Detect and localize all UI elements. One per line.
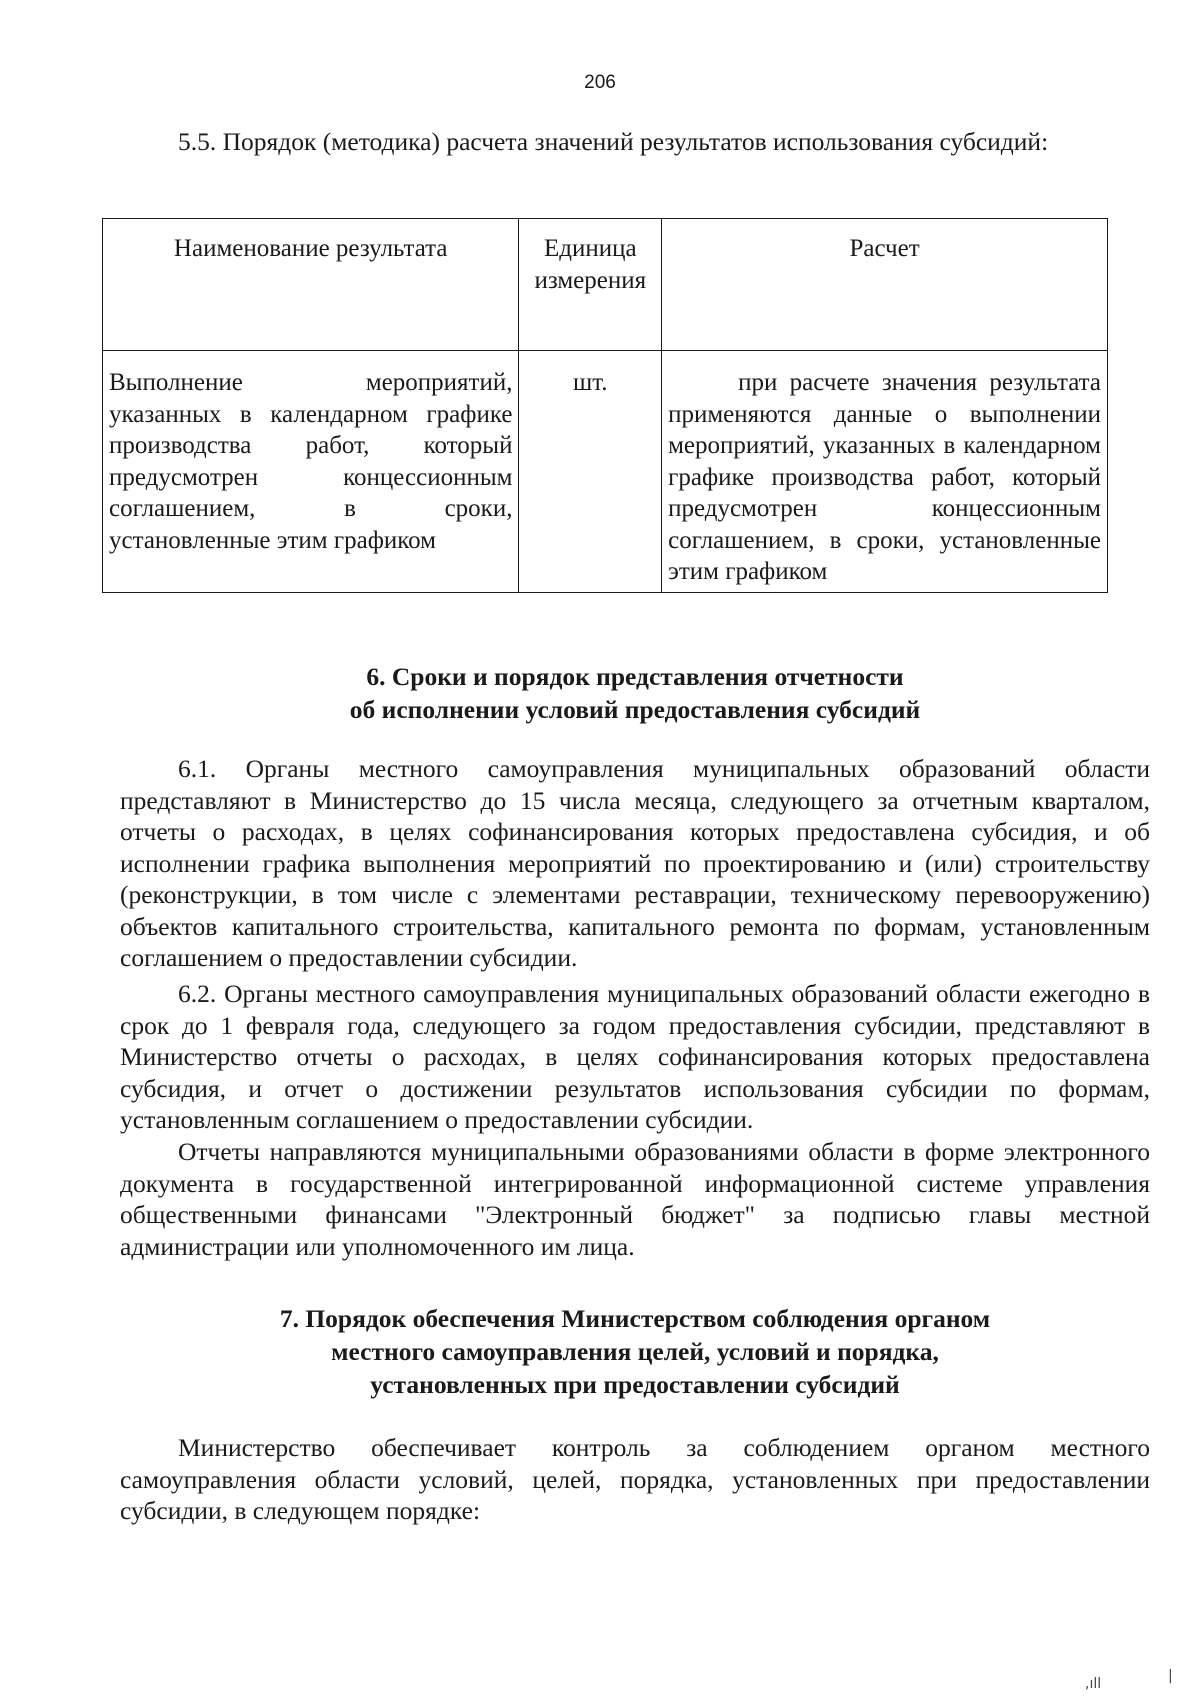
paragraph-6-2: 6.2. Органы местного самоуправления муниципальных образований области ежегодно в срок до 1 февраля года, следующего за годом предоставления субсидии, представляют в Министерство отчеты о расходах, в целях софинансирования которых предоставлена субсидия, и отчет о достижении результатов использования субсидии по формам, установленным соглашением о предоставлении субсидии. [120, 979, 1150, 1134]
row-calculation: при расчете значения результата применяются данные о выполнении мероприятий, указанных в календарном графике производства работ, который предусмотрен концессионным соглашением, в сроки, установленные этим графиком [662, 351, 1108, 593]
scan-edge-mark: ,ıll [1085, 1676, 1102, 1692]
header-calculation: Расчет [662, 219, 1108, 351]
scan-edge-tick: | [1168, 1668, 1173, 1684]
paragraph-7-1: Министерство обеспечивает контроль за соблюдением органом местного самоуправления области условий, целей, порядка, установленных при предоставлении субсидии, в следующем порядке: [120, 1433, 1150, 1525]
table-header-row [103, 219, 1108, 351]
header-result-name: Наименование результата [103, 219, 519, 351]
header-unit: Единица измерения [519, 219, 662, 351]
row-result-name: Выполнение мероприятий, указанных в календарном графике производства работ, который предусмотрен концессионным соглашением, в сроки, установленные этим графиком [103, 351, 519, 593]
results-table [102, 218, 1108, 593]
paragraph-6-1: 6.1. Органы местного самоуправления муниципальных образований области представляют в Министерство до 15 числа месяца, следующего за отчетным кварталом, отчеты о расходах, в целях софинансирования которых предоставлена субсидия, и об исполнении графика выполнения мероприятий по проектированию и (или) строительству (реконструкции, в том числе с элементами реставрации, техническому перевооружению) объектов капитального строительства, капитального ремонта по формам, установленным соглашением о предоставлении субсидии. [120, 754, 1150, 972]
intro-paragraph: 5.5. Порядок (методика) расчета значений результатов использования субсидий: [178, 127, 1049, 156]
section-7-heading [120, 1302, 1150, 1401]
page-number: 206 [584, 72, 616, 93]
section-7-heading-line1: 7. Порядок обеспечения Министерством соблюдения органом [279, 1304, 991, 1333]
section-6-heading-line2: об исполнении условий предоставления субсидий [349, 695, 921, 724]
paragraph-6-3: Отчеты направляются муниципальными образованиями области в форме электронного документа в государственной интегрированной информационной системе управления общественными финансами "Электронный бюджет" за подписью главы местной администрации или уполномоченного им лица. [120, 1137, 1150, 1261]
section-7-heading-line3: установленных при предоставлении субсидий [370, 1370, 900, 1399]
section-7-heading-line2: местного самоуправления целей, условий и порядка, [331, 1337, 939, 1366]
section-6-heading-line1: 6. Сроки и порядок представления отчетности [366, 662, 904, 691]
table-row [103, 351, 1108, 593]
section-6-heading [120, 660, 1150, 726]
row-unit: шт. [519, 351, 662, 593]
